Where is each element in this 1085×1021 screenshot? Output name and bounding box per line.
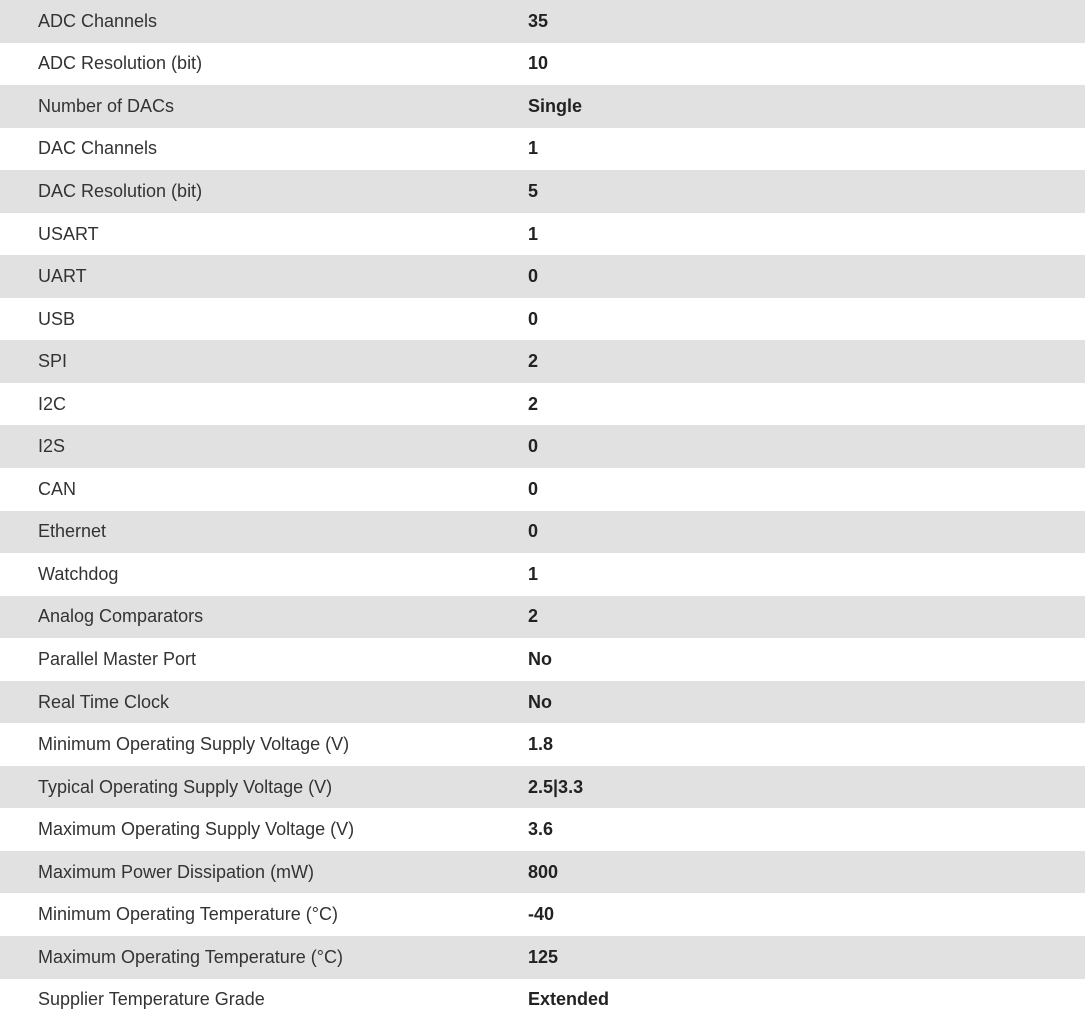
spec-value: 2 [528, 351, 539, 372]
spec-label: Maximum Operating Temperature (°C) [38, 946, 343, 967]
table-row [0, 128, 1085, 171]
table-row [0, 298, 1085, 341]
spec-value: No [528, 648, 552, 669]
spec-value: 1 [528, 563, 539, 584]
spec-value: 5 [528, 180, 539, 201]
table-row [0, 43, 1085, 86]
spec-value: 0 [528, 521, 539, 542]
table-row [0, 340, 1085, 383]
spec-value: 35 [528, 10, 549, 31]
table-row [0, 85, 1085, 128]
spec-value: 2.5|3.3 [528, 776, 584, 797]
table-row [0, 893, 1085, 936]
spec-label: SPI [38, 351, 68, 372]
table-row [0, 213, 1085, 256]
spec-value: 0 [528, 266, 539, 287]
spec-label: Maximum Power Dissipation (mW) [38, 861, 315, 882]
spec-label: ADC Channels [38, 10, 158, 31]
spec-label: USART [38, 223, 99, 244]
spec-value: 2 [528, 606, 539, 627]
spec-label: USB [38, 308, 76, 329]
spec-value: Extended [528, 989, 610, 1010]
table-row [0, 979, 1085, 1021]
spec-label: Analog Comparators [38, 606, 204, 627]
spec-label: Ethernet [38, 521, 107, 542]
spec-value: 3.6 [528, 819, 554, 840]
spec-value: 1 [528, 138, 539, 159]
spec-value: Single [528, 95, 583, 116]
table-row [0, 468, 1085, 511]
spec-value: 10 [528, 53, 549, 74]
spec-label: DAC Channels [38, 138, 158, 159]
spec-value: -40 [528, 904, 555, 925]
spec-label: Watchdog [38, 563, 119, 584]
spec-label: Real Time Clock [38, 691, 170, 712]
table-row [0, 638, 1085, 681]
spec-value: 125 [528, 946, 559, 967]
table-row [0, 170, 1085, 213]
spec-label: Minimum Operating Supply Voltage (V) [38, 734, 350, 755]
table-row [0, 936, 1085, 979]
table-row [0, 766, 1085, 809]
spec-value: 0 [528, 436, 539, 457]
spec-value: 0 [528, 478, 539, 499]
spec-label: I2S [38, 436, 66, 457]
table-row [0, 425, 1085, 468]
table-row [0, 681, 1085, 724]
spec-value: No [528, 691, 552, 712]
table-row [0, 0, 1085, 43]
spec-label: DAC Resolution (bit) [38, 180, 203, 201]
spec-label: Number of DACs [38, 95, 175, 116]
table-row [0, 511, 1085, 554]
spec-label: I2C [38, 393, 67, 414]
spec-value: 2 [528, 393, 539, 414]
spec-label: Supplier Temperature Grade [38, 989, 265, 1010]
spec-value: 1.8 [528, 734, 554, 755]
table-row [0, 808, 1085, 851]
table-row [0, 723, 1085, 766]
spec-value: 1 [528, 223, 539, 244]
spec-label: CAN [38, 478, 77, 499]
table-row [0, 553, 1085, 596]
spec-label: Minimum Operating Temperature (°C) [38, 904, 338, 925]
table-row [0, 383, 1085, 426]
table-row [0, 596, 1085, 639]
spec-label: Typical Operating Supply Voltage (V) [38, 776, 333, 797]
spec-label: ADC Resolution (bit) [38, 53, 203, 74]
spec-label: UART [38, 266, 87, 287]
spec-label: Maximum Operating Supply Voltage (V) [38, 819, 355, 840]
spec-value: 800 [528, 861, 559, 882]
spec-label: Parallel Master Port [38, 648, 197, 669]
table-row [0, 255, 1085, 298]
table-row [0, 851, 1085, 894]
spec-value: 0 [528, 308, 539, 329]
